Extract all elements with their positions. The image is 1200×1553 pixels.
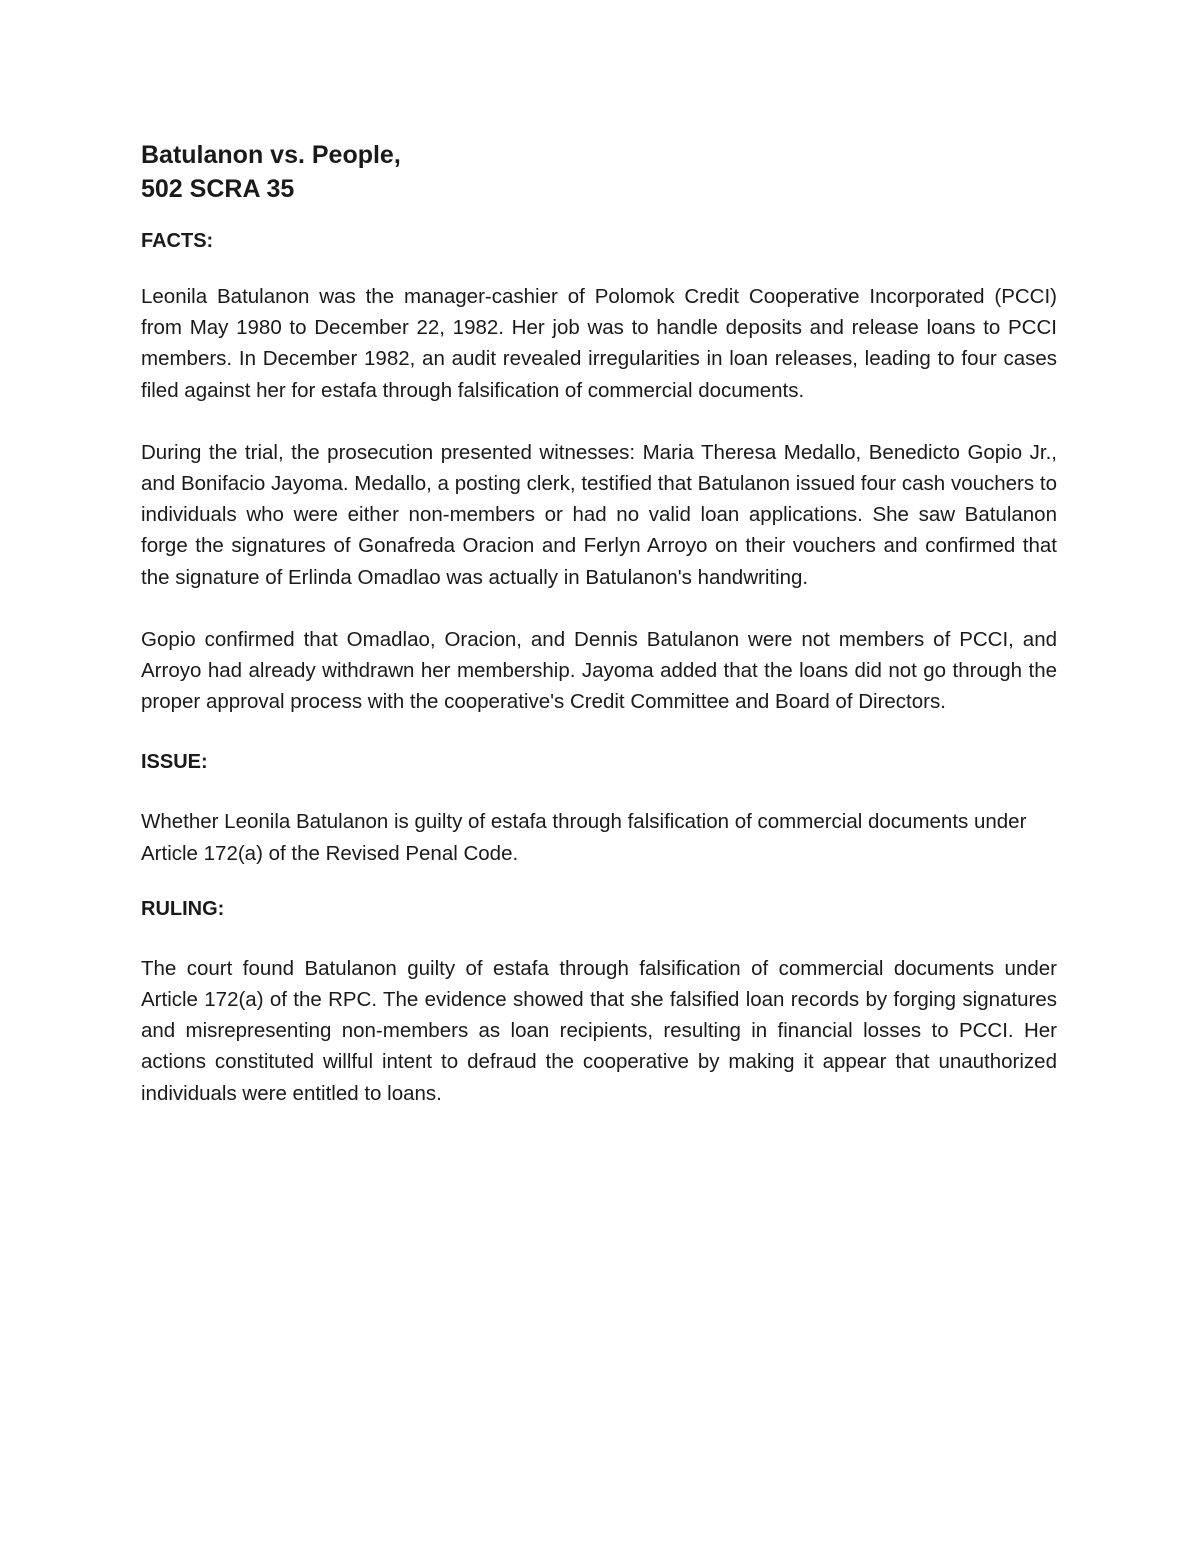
facts-paragraph-3: Gopio confirmed that Omadlao, Oracion, and Dennis Batulanon were not members of PCCI, and Arroyo had already withdrawn her membership. Jayoma added that the loans did not go through the proper approval process with the cooperative's Credit Committee and Board of Directors. xyxy=(141,627,1057,714)
ruling-paragraph: The court found Batulanon guilty of estafa through falsification of commercial documents under Article 172(a) of the RPC. The evidence showed that she falsified loan records by forging signatures and misrepresenting non-members as loan recipients, resulting in financial losses to PCCI. Her actions constituted willful intent to defraud the cooperative by making it appear that unauthorized individuals were entitled to loans. xyxy=(141,956,1057,1105)
case-title-line-1: Batulanon vs. People, xyxy=(141,141,401,169)
facts-paragraph-2: During the trial, the prosecution presented witnesses: Maria Theresa Medallo, Benedicto Gopio Jr., and Bonifacio Jayoma. Medallo, a posting clerk, testified that Batulanon issued four cash vouchers to individuals who were either non-members or had no valid loan applications. She saw Batulanon forge the signatures of Gonafreda Oracion and Ferlyn Arroyo on their vouchers and confirmed that the signature of Erlinda Omadlao was actually in Batulanon's handwriting. xyxy=(141,440,1057,589)
facts-paragraph-1: Leonila Batulanon was the manager-cashier of Polomok Credit Cooperative Incorporated (PCCI) from May 1980 to December 22, 1982. Her job was to handle deposits and release loans to PCCI members. In December 1982, an audit revealed irregularities in loan releases, leading to four cases filed against her for estafa through falsification of commercial documents. xyxy=(141,285,1057,402)
document-page xyxy=(141,138,1057,1109)
case-title xyxy=(141,138,1057,206)
ruling-heading: RULING: xyxy=(141,897,225,920)
issue-paragraph: Whether Leonila Batulanon is guilty of estafa through falsification of commercial documents under Article 172(a) of the Revised Penal Code. xyxy=(141,810,1027,865)
issue-heading: ISSUE: xyxy=(141,751,208,774)
case-citation: 502 SCRA 35 xyxy=(141,175,295,203)
facts-heading: FACTS: xyxy=(141,230,214,252)
